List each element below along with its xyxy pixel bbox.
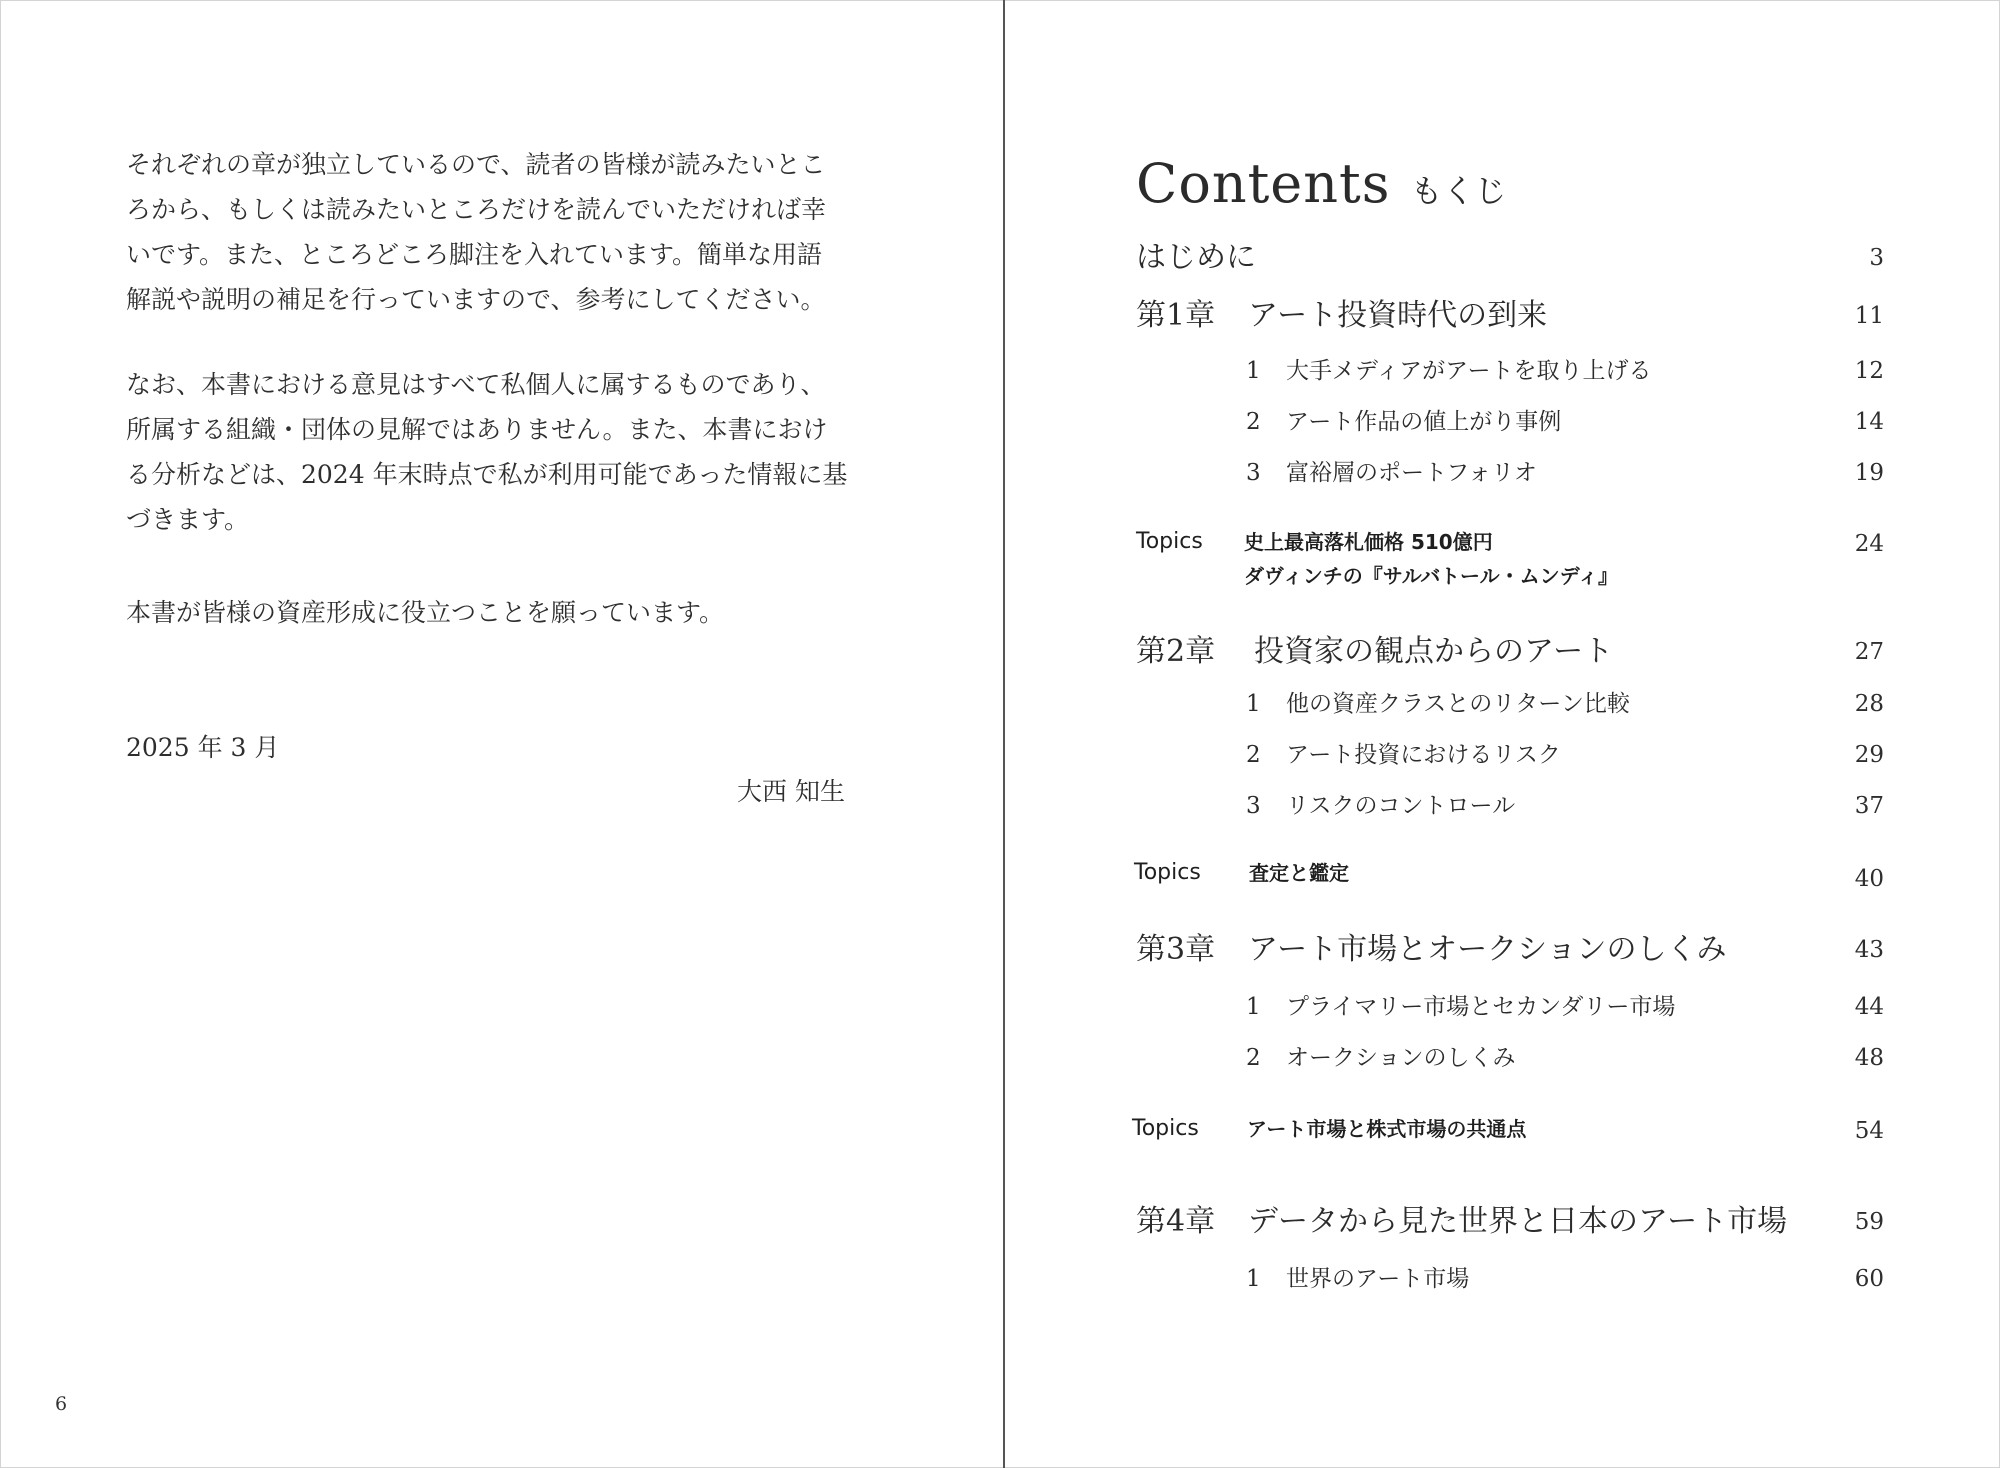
toc-page-number: 27 — [1854, 639, 1884, 665]
text-line: 所属する組織・団体の見解ではありません。また、本書におけ — [126, 415, 828, 444]
toc-topic-1[interactable] — [1136, 522, 1884, 598]
toc-page-number: 59 — [1854, 1209, 1884, 1235]
chapter-label: 第1章 — [1136, 298, 1216, 333]
chapter-label: 第2章 — [1136, 634, 1216, 669]
toc-page-number: 43 — [1854, 937, 1884, 963]
topics-label: Topics — [1136, 529, 1203, 554]
topics-label: Topics — [1132, 1116, 1199, 1141]
text-line: づきます。 — [126, 505, 250, 534]
toc-title-ja: もくじ — [1410, 172, 1507, 210]
section-number: 1 — [1246, 1266, 1261, 1292]
section-title: アート投資におけるリスク — [1286, 742, 1561, 768]
chapter-label: 第4章 — [1136, 1204, 1216, 1239]
author-name: 大西 知生 — [737, 777, 845, 806]
section-title: アート作品の値上がり事例 — [1286, 409, 1562, 435]
toc-page-number: 44 — [1854, 994, 1884, 1020]
toc-page-number: 29 — [1854, 742, 1884, 768]
section-title: オークションのしくみ — [1286, 1045, 1516, 1071]
topic-title-line: アート市場と株式市場の共通点 — [1247, 1117, 1527, 1141]
section-number: 2 — [1246, 409, 1261, 435]
chapter-label: 第3章 — [1136, 932, 1216, 967]
topics-label: Topics — [1134, 860, 1201, 885]
chapter-title: アート市場とオークションのしくみ — [1248, 932, 1727, 967]
preface-paragraph-1 — [126, 142, 846, 322]
toc-entry-title: はじめに — [1136, 240, 1256, 275]
section-title: 他の資産クラスとのリターン比較 — [1286, 691, 1630, 717]
toc-chapter-2[interactable] — [1136, 632, 1884, 672]
chapter-title: 投資家の観点からのアート — [1254, 634, 1614, 669]
text-line: 本書が皆様の資産形成に役立つことを願っています。 — [126, 598, 725, 627]
page-number: 6 — [55, 1393, 68, 1415]
section-title: 大手メディアがアートを取り上げる — [1286, 358, 1652, 384]
section-number: 1 — [1246, 994, 1261, 1020]
toc-chapter-1[interactable] — [1136, 296, 1884, 336]
section-title: リスクのコントロール — [1286, 793, 1516, 819]
toc-entry-intro[interactable] — [1136, 238, 1884, 278]
toc-page-number: 3 — [1869, 245, 1884, 271]
chapter-title: データから見た世界と日本のアート市場 — [1248, 1204, 1788, 1239]
section-number: 1 — [1246, 691, 1261, 717]
toc-page-number: 12 — [1854, 358, 1884, 384]
toc-chapter-3[interactable] — [1136, 930, 1884, 970]
toc-section-2-1[interactable] — [1136, 684, 1884, 724]
toc-section-2-2[interactable] — [1136, 735, 1884, 775]
text-line: なお、本書における意見はすべて私個人に属するものであり、 — [126, 370, 826, 399]
toc-page-number: 11 — [1854, 303, 1884, 329]
right-page-toc — [1005, 0, 2000, 1468]
toc-section-1-2[interactable] — [1136, 402, 1884, 442]
toc-heading — [1136, 152, 1506, 215]
toc-page-number: 28 — [1854, 691, 1884, 717]
toc-page-number: 54 — [1854, 1118, 1884, 1144]
toc-page-number: 48 — [1854, 1045, 1884, 1071]
toc-section-4-1[interactable] — [1136, 1259, 1884, 1299]
toc-page-number: 40 — [1854, 866, 1884, 892]
toc-page-number: 19 — [1854, 460, 1884, 486]
toc-section-3-2[interactable] — [1136, 1038, 1884, 1078]
text-line: る分析などは、2024 年末時点で私が利用可能であった情報に基 — [126, 460, 848, 489]
section-number: 2 — [1246, 1045, 1261, 1071]
topic-title-line: ダヴィンチの『サルバトール・ムンディ』 — [1244, 564, 1618, 588]
preface-paragraph-2 — [126, 362, 846, 542]
toc-topic-2[interactable] — [1136, 853, 1884, 893]
topic-title-line: 史上最高落札価格 510億円 — [1244, 530, 1493, 554]
toc-section-3-1[interactable] — [1136, 987, 1884, 1027]
section-number: 3 — [1246, 793, 1261, 819]
toc-section-2-3[interactable] — [1136, 786, 1884, 826]
toc-title-en: Contents — [1136, 152, 1391, 215]
toc-section-1-3[interactable] — [1136, 453, 1884, 493]
text-line: ろから、もしくは読みたいところだけを読んでいただければ幸 — [126, 195, 827, 224]
section-title: 世界のアート市場 — [1286, 1266, 1470, 1292]
preface-paragraph-3 — [126, 590, 846, 635]
toc-page-number: 60 — [1854, 1266, 1884, 1292]
toc-section-1-1[interactable] — [1136, 351, 1884, 391]
preface-date: 2025 年 3 月 — [126, 733, 280, 762]
toc-topic-3[interactable] — [1132, 1109, 1884, 1149]
toc-chapter-4[interactable] — [1136, 1202, 1884, 1242]
text-line: それぞれの章が独立しているので、読者の皆様が読みたいとこ — [126, 150, 826, 179]
section-number: 1 — [1246, 358, 1261, 384]
toc-page-number: 37 — [1854, 793, 1884, 819]
text-line: いです。また、ところどころ脚注を入れています。簡単な用語 — [126, 240, 823, 269]
section-number: 3 — [1246, 460, 1261, 486]
topic-title-line: 査定と鑑定 — [1249, 861, 1349, 885]
chapter-title: アート投資時代の到来 — [1248, 298, 1548, 333]
toc-page-number: 14 — [1854, 409, 1884, 435]
toc-page-number: 24 — [1854, 531, 1884, 557]
section-title: 富裕層のポートフォリオ — [1286, 460, 1537, 486]
text-line: 解説や説明の補足を行っていますので、参考にしてください。 — [126, 285, 826, 314]
section-title: プライマリー市場とセカンダリー市場 — [1286, 994, 1676, 1020]
section-number: 2 — [1246, 742, 1261, 768]
